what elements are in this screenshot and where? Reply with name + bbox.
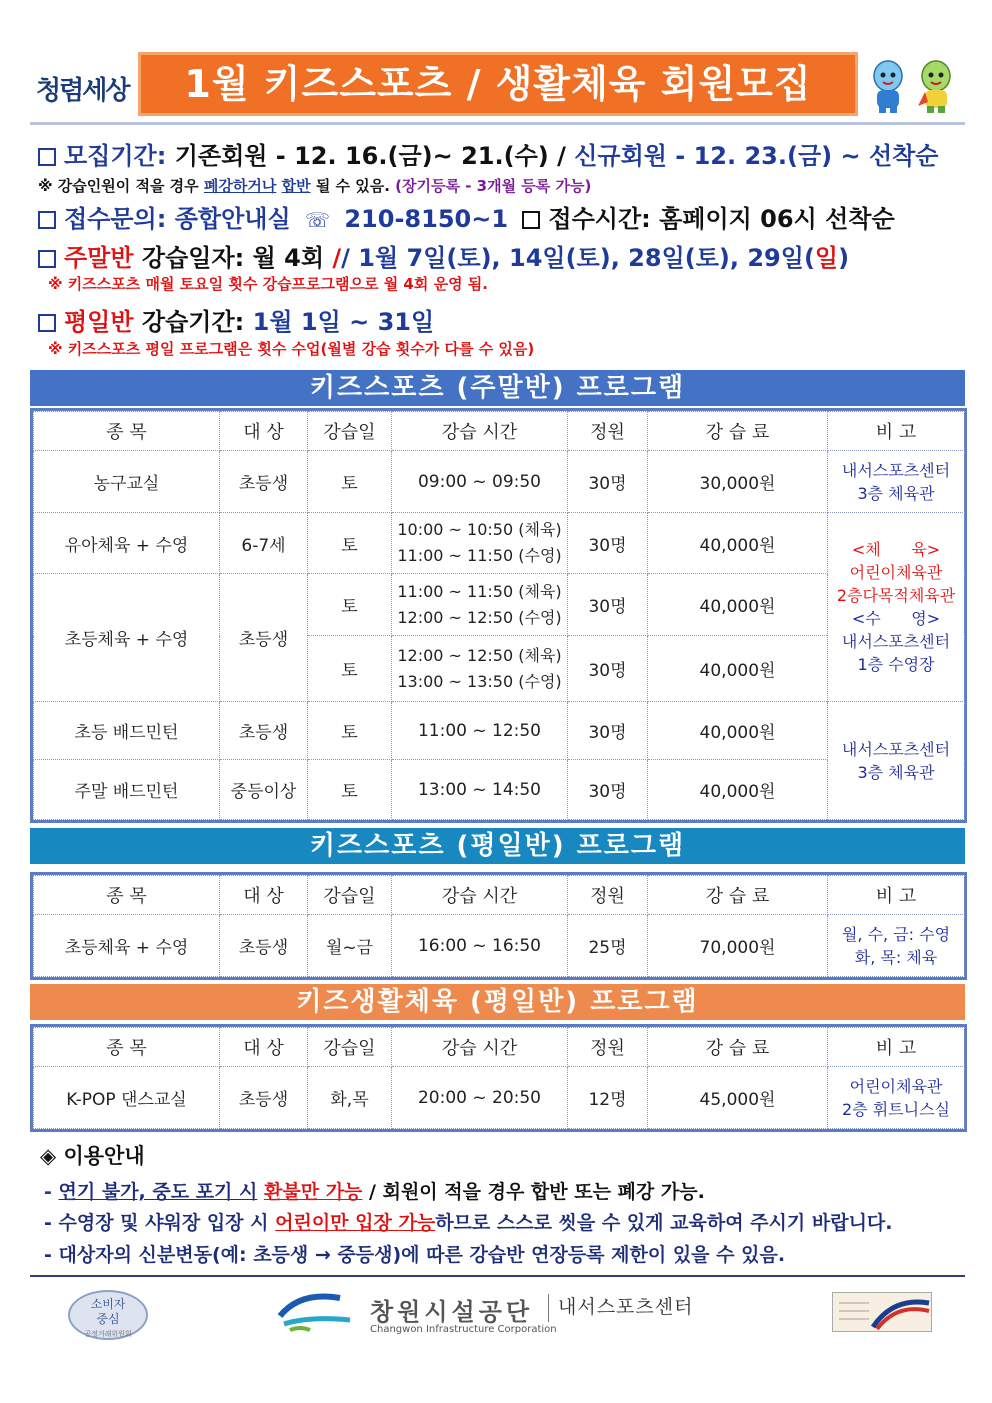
consumer-logo-text: 소비자 [90, 1297, 126, 1311]
program-time: 20:00 ~ 20:50 [392, 1067, 568, 1129]
usage-line-3: - 대상자의 신분변동(예: 초등생 → 중등생)에 따른 강습반 연장등록 제한이 있을 수 있음. [44, 1244, 786, 1266]
col-header: 종 목 [34, 876, 220, 915]
program-remark [828, 513, 965, 702]
reception-value: 홈페이지 06시 선착순 [659, 205, 895, 233]
program-time [392, 513, 568, 574]
checkbox-icon [38, 314, 56, 332]
table-header-row [34, 876, 965, 915]
program-day: 토 [308, 451, 392, 513]
weekday-program-table [30, 872, 967, 980]
remark-line: 내서스포츠센터 [841, 739, 951, 759]
remark-line: 2층 휘트니스실 [841, 1099, 950, 1119]
usage-line-2 [44, 1208, 893, 1235]
mascot-green-icon [916, 58, 956, 114]
weekend-note: ※ 키즈스포츠 매월 토요일 횟수 강습프로그램으로 월 4회 운영 됨. [48, 275, 488, 293]
note1-text: ※ 강습인원이 적을 경우 [38, 177, 199, 195]
corporation-english-name: Changwon Infrastructure Corporation [370, 1324, 557, 1335]
section-weekend-title: 키즈스포츠 (주말반) 프로그램 [30, 370, 965, 406]
remark-line: 어린이체육관 [849, 1076, 943, 1096]
program-target: 초등생 [220, 451, 308, 513]
checkbox-icon [38, 211, 56, 229]
program-name: 초등체육 + 수영 [34, 915, 220, 977]
col-header: 강습일 [308, 876, 392, 915]
usage-no-postpone: 연기 불가, 중도 포기 시 [58, 1181, 258, 1203]
program-target: 초등생 [220, 1067, 308, 1129]
note1-long-term: (장기등록 - 3개월 등록 가능) [395, 177, 592, 195]
usage-refund-only: 환불만 가능 [264, 1181, 363, 1203]
usage-wash-note: 하므로 스스로 씻을 수 있게 교육하여 주시기 바랍니다. [435, 1212, 893, 1234]
weekend-text: 강습일자: 월 4회 [141, 244, 325, 272]
remark-line: 2층다목적체육관 [836, 586, 956, 605]
usage-merge-note: / 회원이 적을 경우 합반 또는 폐강 가능. [369, 1181, 705, 1203]
program-name: 초등 배드민턴 [34, 702, 220, 760]
col-header: 강 습 료 [648, 412, 828, 451]
usage-dash: - [44, 1181, 59, 1203]
weekend-dates-sunday: 일 [814, 244, 839, 272]
program-time [392, 574, 568, 636]
col-header: 강습일 [308, 412, 392, 451]
col-header: 비 고 [828, 876, 965, 915]
program-time [392, 636, 568, 702]
program-day: 월~금 [308, 915, 392, 977]
weekday-text: 강습기간: [141, 308, 245, 336]
integrity-logo-text: 청렴세상 [36, 76, 129, 106]
inquiry-label: 접수문의: [64, 205, 167, 233]
header-divider [30, 122, 965, 125]
page-title: 1월 키즈스포츠 / 생활체육 회원모집 [138, 52, 858, 116]
weekday-label: 평일반 [64, 308, 134, 336]
time-line: 13:00 ~ 13:50 (수영) [397, 671, 562, 691]
time-line: 12:00 ~ 12:50 (체육) [397, 645, 562, 665]
program-day: 토 [308, 760, 392, 820]
program-time: 13:00 ~ 14:50 [392, 760, 568, 820]
inquiry-value: 종합안내실 [174, 205, 291, 233]
corporation-name: 창원시설공단 [370, 1298, 534, 1326]
col-header: 강습 시간 [392, 1028, 568, 1067]
mascot-icons [868, 58, 964, 118]
note1-cancel: 폐강하거나 [203, 177, 277, 195]
program-time: 11:00 ~ 12:50 [392, 702, 568, 760]
consumer-center-logo [68, 1290, 148, 1340]
center-name: 내서스포츠센터 [558, 1296, 694, 1318]
section-weekday-title: 키즈스포츠 (평일반) 프로그램 [30, 828, 965, 864]
certification-badge-icon [832, 1292, 932, 1332]
weekend-dates: / 1월 7일(토), 14일(토), 28일(토), 29일( [341, 244, 815, 272]
table-row [34, 513, 965, 574]
remark-line: 내서스포츠센터 [841, 632, 951, 651]
time-line: 10:00 ~ 10:50 (체육) [397, 520, 562, 539]
footer-divider [30, 1275, 965, 1277]
program-target: 중등이상 [220, 760, 308, 820]
table-row [34, 760, 965, 820]
program-fee: 40,000원 [648, 702, 828, 760]
table-row [34, 915, 965, 977]
col-header: 정원 [568, 876, 648, 915]
program-fee: 40,000원 [648, 636, 828, 702]
checkbox-icon [522, 211, 540, 229]
program-capacity: 30명 [568, 636, 648, 702]
inquiry-line [38, 199, 895, 234]
note1-end: 될 수 있음. [315, 177, 390, 195]
program-capacity: 30명 [568, 574, 648, 636]
program-day: 화,목 [308, 1067, 392, 1129]
col-header: 비 고 [828, 1028, 965, 1067]
program-name: 농구교실 [34, 451, 220, 513]
table-row [34, 702, 965, 760]
col-header: 정원 [568, 412, 648, 451]
program-name: 주말 배드민턴 [34, 760, 220, 820]
inquiry-phone: 210-8150~1 [344, 205, 509, 233]
mascot-blue-icon [868, 58, 908, 114]
col-header: 비 고 [828, 412, 965, 451]
checkbox-icon [38, 250, 56, 268]
corporation-logo-icon [270, 1286, 360, 1336]
header [30, 48, 965, 126]
program-capacity: 25명 [568, 915, 648, 977]
program-name: 유아체육 + 수영 [34, 513, 220, 574]
table-header-row [34, 1028, 965, 1067]
program-fee: 45,000원 [648, 1067, 828, 1129]
usage-children-only: 어린이만 입장 가능 [275, 1212, 436, 1234]
program-capacity: 30명 [568, 451, 648, 513]
table-row [34, 1067, 965, 1129]
program-target: 초등생 [220, 915, 308, 977]
program-remark [828, 702, 965, 820]
usage-line-1 [44, 1177, 705, 1204]
recruit-existing: 기존회원 - 12. 16.(금)~ 21.(수) / [174, 142, 566, 170]
note-line-1 [38, 175, 591, 196]
usage-title: ◈ 이용안내 [40, 1144, 145, 1168]
program-capacity: 30명 [568, 513, 648, 574]
program-fee: 40,000원 [648, 513, 828, 574]
weekend-dates-end: ) [838, 244, 850, 272]
weekday-dates: 1월 1일 ~ 31일 [252, 308, 435, 336]
remark-line: 3층 체육관 [857, 483, 935, 503]
program-target: 6-7세 [220, 513, 308, 574]
remark-line: 월, 수, 금: 수영 [841, 924, 951, 944]
usage-pool-note: - 수영장 및 샤워장 입장 시 [44, 1212, 276, 1234]
remark-line: 화, 목: 체육 [854, 947, 938, 967]
time-line: 11:00 ~ 11:50 (수영) [397, 546, 562, 565]
col-header: 강습일 [308, 1028, 392, 1067]
phone-icon: ☏ [304, 208, 330, 232]
weekend-program-table [30, 408, 967, 823]
consumer-logo-text: 중심 [96, 1312, 120, 1326]
note1-merge: 합반 [281, 177, 311, 195]
program-day: 토 [308, 636, 392, 702]
col-header: 대 상 [220, 412, 308, 451]
program-day: 토 [308, 513, 392, 574]
col-header: 종 목 [34, 1028, 220, 1067]
remark-line: 내서스포츠센터 [841, 460, 951, 480]
col-header: 강 습 료 [648, 876, 828, 915]
program-time: 16:00 ~ 16:50 [392, 915, 568, 977]
program-fee: 40,000원 [648, 760, 828, 820]
life-sports-table [30, 1024, 967, 1132]
program-time: 09:00 ~ 09:50 [392, 451, 568, 513]
col-header: 강습 시간 [392, 412, 568, 451]
consumer-logo-sub: 공정거래위원회 [84, 1330, 132, 1338]
program-remark [828, 1067, 965, 1129]
weekend-label: 주말반 [64, 244, 134, 272]
program-remark [828, 915, 965, 977]
recruit-period-line [38, 136, 939, 171]
remark-line: <수 영> [851, 609, 941, 628]
time-line: 12:00 ~ 12:50 (수영) [397, 607, 562, 627]
program-fee: 40,000원 [648, 574, 828, 636]
recruit-label: 모집기간: [64, 142, 167, 170]
program-capacity: 30명 [568, 760, 648, 820]
table-header-row [34, 412, 965, 451]
remark-line: 1층 수영장 [857, 655, 935, 674]
remark-line: 3층 체육관 [857, 762, 935, 782]
col-header: 대 상 [220, 1028, 308, 1067]
time-line: 11:00 ~ 11:50 (체육) [397, 581, 562, 601]
program-remark [828, 451, 965, 513]
remark-line: <체 육> [851, 540, 941, 559]
reception-label: 접수시간: [548, 205, 651, 233]
col-header: 대 상 [220, 876, 308, 915]
program-target: 초등생 [220, 702, 308, 760]
table-row [34, 451, 965, 513]
program-capacity: 30명 [568, 702, 648, 760]
footer-separator [548, 1294, 549, 1322]
col-header: 종 목 [34, 412, 220, 451]
weekend-line: 주말반 강습일자: 월 4회 // 1월 7일(토), 14일(토), 28일(토), 29일(일) [38, 238, 849, 273]
program-day: 토 [308, 702, 392, 760]
program-fee: 70,000원 [648, 915, 828, 977]
program-capacity: 12명 [568, 1067, 648, 1129]
program-target: 초등생 [220, 574, 308, 702]
col-header: 강습 시간 [392, 876, 568, 915]
checkbox-icon [38, 148, 56, 166]
table-row [34, 574, 965, 636]
integrity-logo [36, 70, 128, 107]
remark-line: 어린이체육관 [849, 563, 943, 582]
program-day: 토 [308, 574, 392, 636]
col-header: 강 습 료 [648, 1028, 828, 1067]
recruit-new: 신규회원 - 12. 23.(금) ~ 선착순 [574, 142, 939, 170]
program-name: K-POP 댄스교실 [34, 1067, 220, 1129]
program-fee: 30,000원 [648, 451, 828, 513]
weekday-line [38, 302, 434, 337]
program-name: 초등체육 + 수영 [34, 574, 220, 702]
weekday-note: ※ 키즈스포츠 평일 프로그램은 횟수 수업(월별 강습 횟수가 다를 수 있음) [48, 340, 535, 358]
section-life-sports-title: 키즈생활체육 (평일반) 프로그램 [30, 984, 965, 1020]
col-header: 정원 [568, 1028, 648, 1067]
